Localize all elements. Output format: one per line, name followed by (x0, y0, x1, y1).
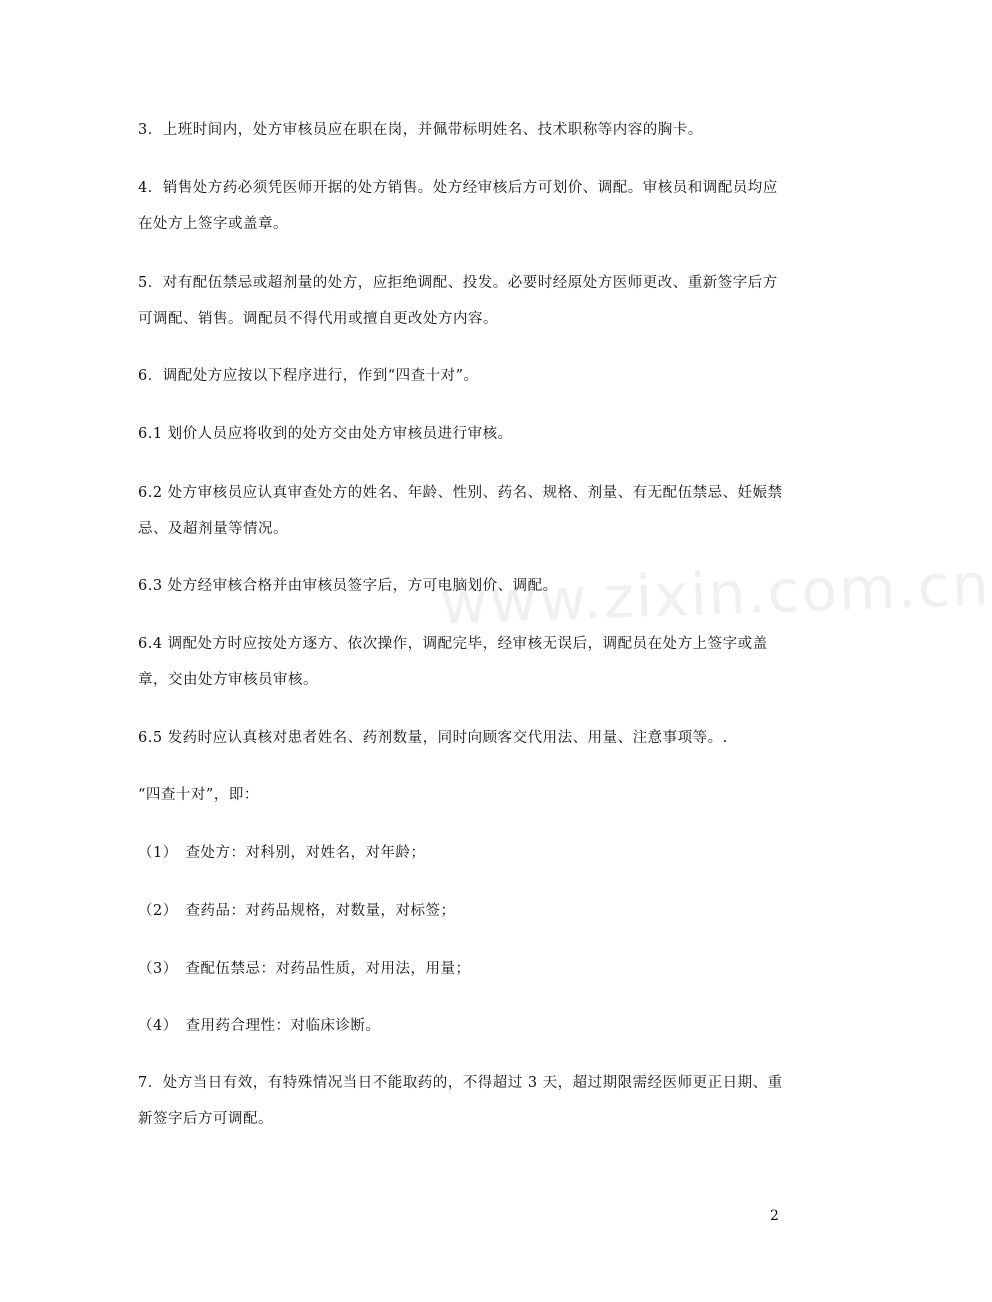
watermark: www.zixin.com.cn (438, 550, 992, 638)
list-item-3: （3） 查配伍禁忌：对药品性质，对用法，用量； (138, 961, 471, 977)
list-item-1: （1） 查处方：对科别，对姓名，对年龄； (138, 845, 426, 861)
paragraph-6-2: 6.2 处方审核员应认真审查处方的姓名、年龄、性别、药名、规格、剂量、有无配伍禁忌、妊娠禁忌、及超剂量等情况。 (138, 485, 783, 537)
list-item-2: （2） 查药品：对药品规格，对数量，对标签； (138, 903, 456, 919)
paragraph-7: 7．处方当日有效，有特殊情况当日不能取药的，不得超过 3 天，超过期限需经医师更正日期、重新签字后方可调配。 (138, 1075, 783, 1127)
paragraph-6: 6．调配处方应按以下程序进行，作到“四查十对”。 (138, 368, 479, 384)
paragraph-6-4: 6.4 调配处方时应按处方逐方、依次操作，调配完毕，经审核无误后，调配员在处方上签字或盖章，交由处方审核员审核。 (138, 636, 768, 688)
paragraph-6-5: 6.5 发药时应认真核对患者姓名、药剂数量，同时向顾客交代用法、用量、注意事项等。. (138, 730, 728, 746)
paragraph-4: 4．销售处方药必须凭医师开据的处方销售。处方经审核后方可划价、调配。审核员和调配员均应在处方上签字或盖章。 (138, 180, 778, 232)
paragraph-3: 3．上班时间内，处方审核员应在职在岗，并佩带标明姓名、技术职称等内容的胸卡。 (138, 122, 703, 138)
paragraph-5: 5．对有配伍禁忌或超剂量的处方，应拒绝调配、投发。必要时经原处方医师更改、重新签字后方可调配、销售。调配员不得代用或擅自更改处方内容。 (138, 275, 778, 327)
paragraph-6-1: 6.1 划价人员应将收到的处方交由处方审核员进行审核。 (138, 426, 513, 442)
paragraph-6-3: 6.3 处方经审核合格并由审核员签字后，方可电脑划价、调配。 (138, 578, 558, 594)
paragraph-four-checks-intro: “四查十对”，即： (138, 787, 259, 803)
page-number: 2 (770, 1208, 779, 1224)
list-item-4: （4） 查用药合理性：对临床诊断。 (138, 1018, 381, 1034)
